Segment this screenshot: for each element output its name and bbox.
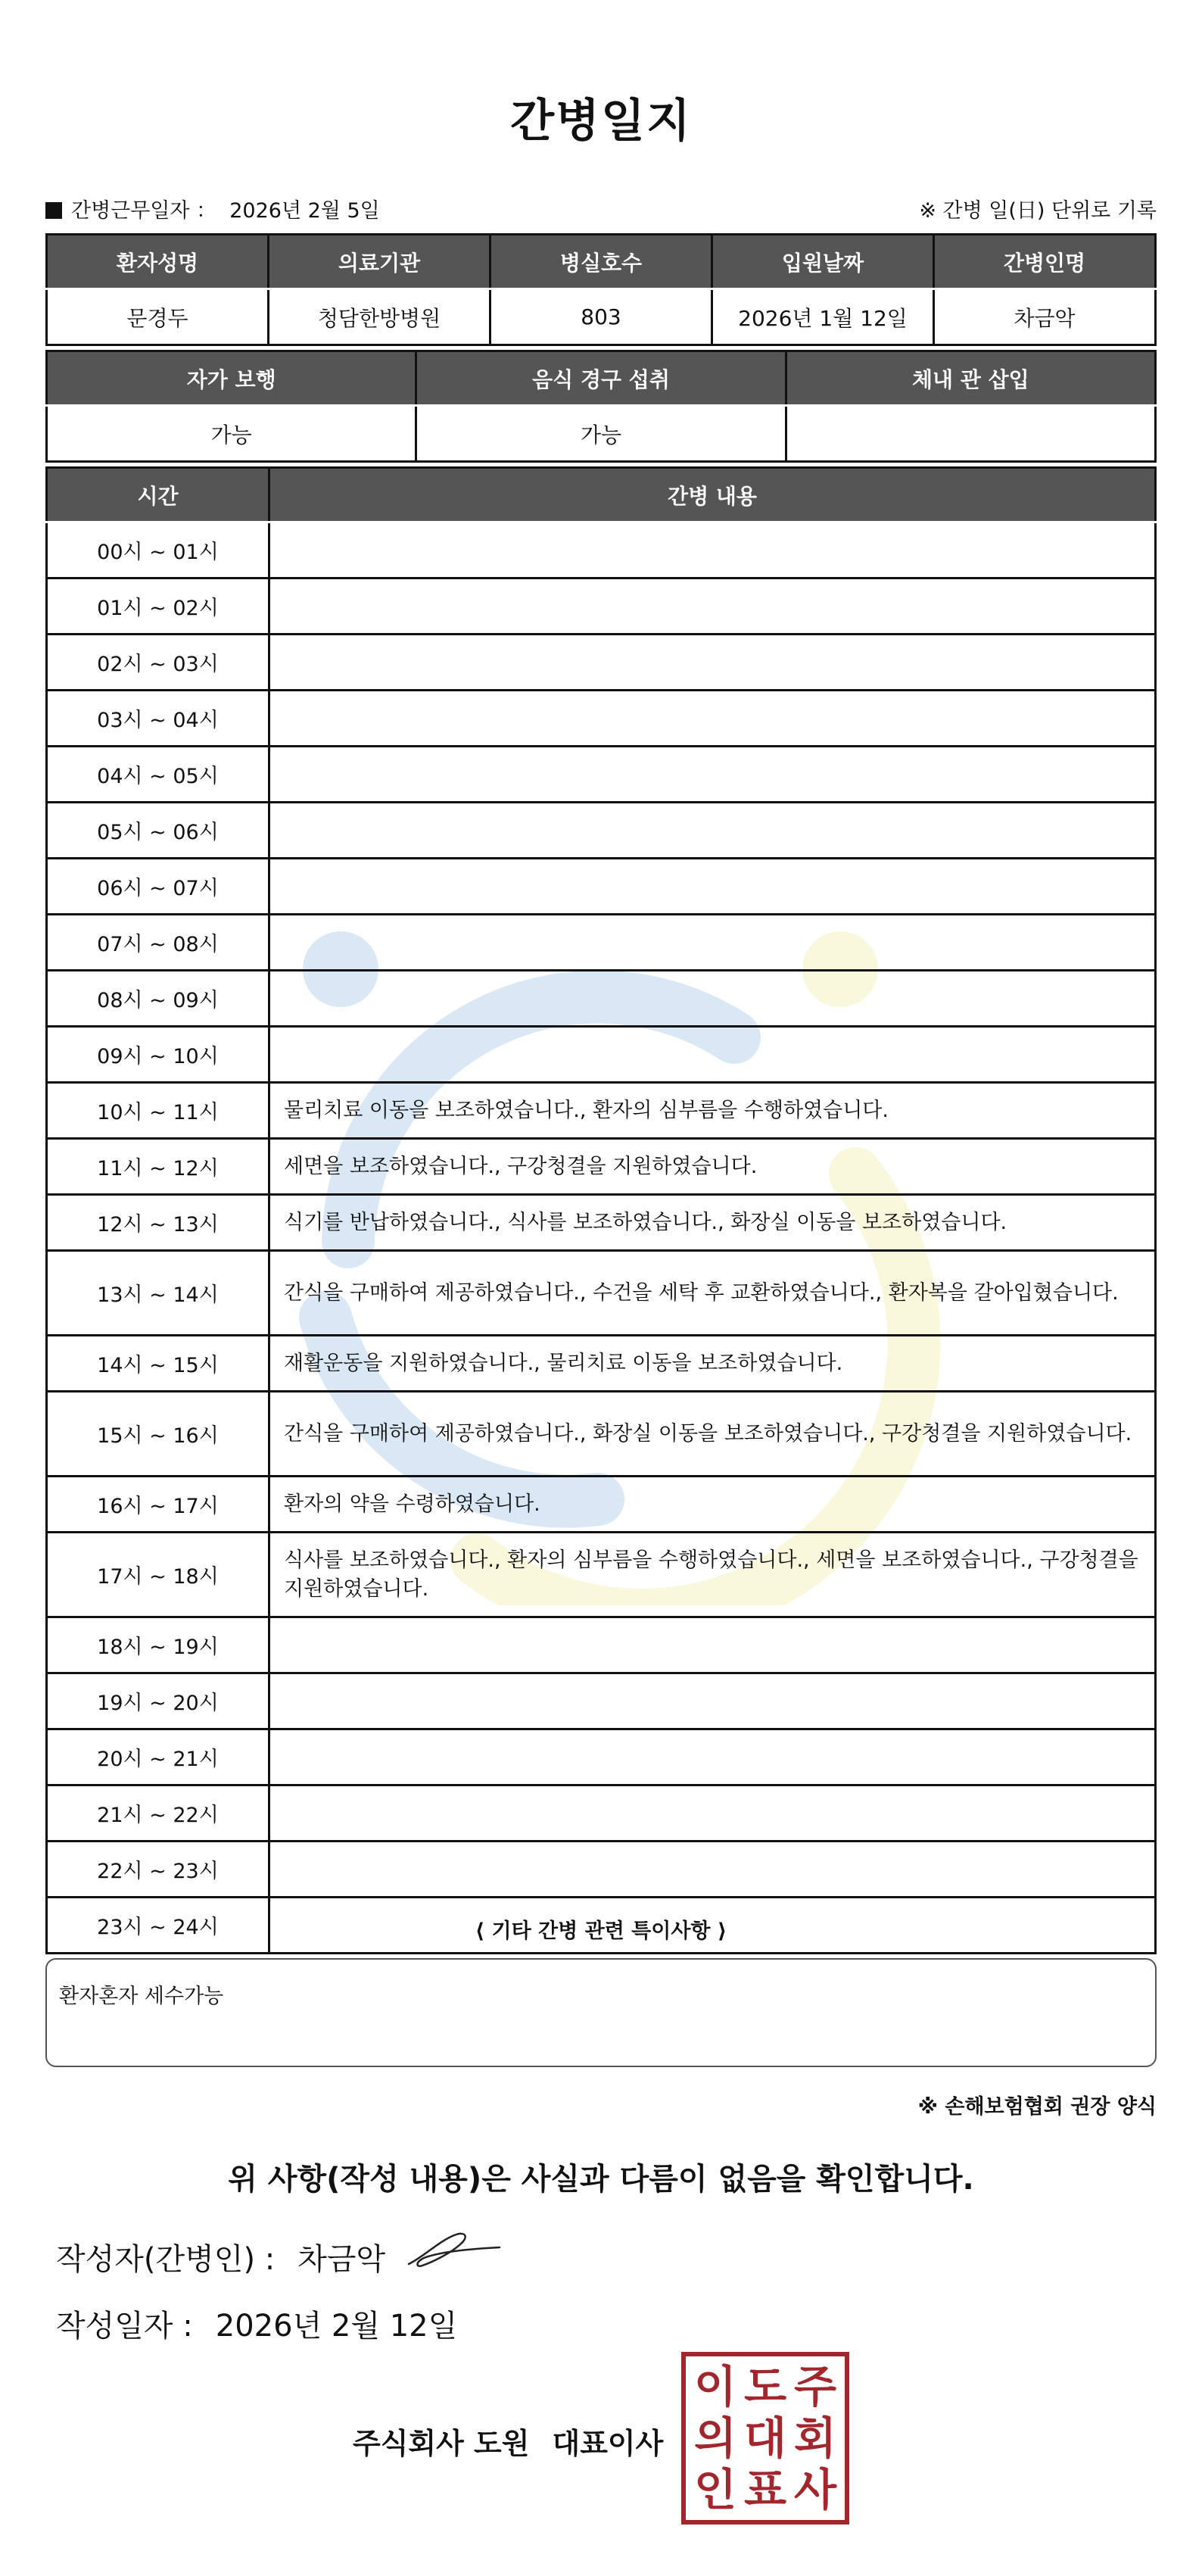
care-content xyxy=(269,635,1156,691)
care-log-table xyxy=(45,466,1157,1954)
table-row xyxy=(47,522,1156,579)
confirm-statement: 위 사항(작성 내용)은 사실과 다름이 없음을 확인합니다. xyxy=(228,2162,974,2197)
care-content: 세면을 보조하였습니다., 구강청결을 지원하였습니다. xyxy=(269,1139,1156,1195)
work-date-value: 2026년 2월 5일 xyxy=(229,199,380,223)
care-content: 식기를 반납하였습니다., 식사를 보조하였습니다., 화장실 이동을 보조하였습니다. xyxy=(269,1195,1156,1251)
care-content xyxy=(269,747,1156,803)
work-date-label: 간병근무일자 ： xyxy=(71,199,217,223)
time-slot: 19시 ~ 20시 xyxy=(47,1673,269,1729)
writer-label: 작성자(간병인) : xyxy=(56,2242,276,2277)
caregiver-name: 차금악 xyxy=(934,289,1156,345)
table-row xyxy=(47,1785,1156,1842)
room-number: 803 xyxy=(490,289,712,345)
time-slot: 22시 ~ 23시 xyxy=(47,1842,269,1898)
company-name: 주식회사 도원 xyxy=(353,2427,530,2460)
patient-name: 문경두 xyxy=(47,289,269,345)
recommend-note: ※ 손해보험협회 권장 양식 xyxy=(917,2095,1157,2119)
table-row xyxy=(47,971,1156,1027)
time-slot: 06시 ~ 07시 xyxy=(47,859,269,915)
table-row xyxy=(47,1027,1156,1083)
ability-header: 음식 경구 섭취 xyxy=(416,351,786,406)
time-slot: 21시 ~ 22시 xyxy=(47,1785,269,1842)
seal-character: 표 xyxy=(743,2464,787,2515)
patient-header: 의료기관 xyxy=(269,235,490,289)
table-row xyxy=(47,803,1156,859)
patient-header: 입원날짜 xyxy=(712,235,934,289)
time-slot: 08시 ~ 09시 xyxy=(47,971,269,1027)
representative-title: 대표이사 xyxy=(552,2427,664,2460)
time-slot: 01시 ~ 02시 xyxy=(47,579,269,635)
care-content xyxy=(269,1617,1156,1673)
time-slot: 11시 ~ 12시 xyxy=(47,1139,269,1195)
care-content: 식사를 보조하였습니다., 환자의 심부름을 수행하였습니다., 세면을 보조하였습니다., 구강청결을 지원하였습니다. xyxy=(269,1533,1156,1617)
signature-image xyxy=(394,2226,507,2279)
care-content xyxy=(269,1785,1156,1842)
self-walking-value: 가능 xyxy=(47,406,416,462)
table-row xyxy=(47,1336,1156,1392)
seal-character: 대 xyxy=(743,2412,787,2464)
time-header: 시간 xyxy=(47,468,269,522)
work-date xyxy=(45,194,380,223)
time-slot: 04시 ~ 05시 xyxy=(47,747,269,803)
date-label: 작성일자 : xyxy=(56,2309,193,2344)
date-value: 2026년 2월 12일 xyxy=(215,2309,458,2344)
table-row xyxy=(47,1477,1156,1533)
time-slot: 02시 ~ 03시 xyxy=(47,635,269,691)
table-row xyxy=(47,1392,1156,1477)
admission-date: 2026년 1월 12일 xyxy=(712,289,934,345)
care-content: 재활운동을 지원하였습니다., 물리치료 이동을 보조하였습니다. xyxy=(269,1336,1156,1392)
seal-character: 주 xyxy=(793,2361,837,2412)
care-content: 물리치료 이동을 보조하였습니다., 환자의 심부름을 수행하였습니다. xyxy=(269,1083,1156,1139)
care-content xyxy=(269,522,1156,579)
seal-character: 인 xyxy=(693,2464,737,2515)
tube-insertion-value xyxy=(786,406,1155,462)
time-slot: 00시 ~ 01시 xyxy=(47,522,269,579)
time-slot: 15시 ~ 16시 xyxy=(47,1392,269,1477)
time-slot: 17시 ~ 18시 xyxy=(47,1533,269,1617)
table-row xyxy=(47,1617,1156,1673)
care-content xyxy=(269,1729,1156,1785)
care-content xyxy=(269,579,1156,635)
time-slot: 13시 ~ 14시 xyxy=(47,1251,269,1336)
care-log-body xyxy=(47,522,1156,1954)
ability-table xyxy=(45,350,1157,463)
table-row xyxy=(47,1139,1156,1195)
table-row xyxy=(47,859,1156,915)
care-content xyxy=(269,915,1156,971)
record-note: ※ 간병 일(日) 단위로 기록 xyxy=(919,199,1157,223)
seal-character: 사 xyxy=(793,2464,837,2515)
notes-title: ⟨ 기타 간병 관련 특이사항 ⟩ xyxy=(475,1920,727,1943)
seal-character: 이 xyxy=(693,2361,737,2412)
patient-info-table xyxy=(45,233,1157,346)
time-slot: 18시 ~ 19시 xyxy=(47,1617,269,1673)
table-row xyxy=(47,1251,1156,1336)
table-row xyxy=(47,1673,1156,1729)
page-title: 간병일지 xyxy=(510,95,692,148)
time-slot: 09시 ~ 10시 xyxy=(47,1027,269,1083)
care-content: 간식을 구매하여 제공하였습니다., 화장실 이동을 보조하였습니다., 구강청결을 지원하였습니다. xyxy=(269,1392,1156,1477)
patient-header: 환자성명 xyxy=(47,235,269,289)
time-slot: 10시 ~ 11시 xyxy=(47,1083,269,1139)
care-content xyxy=(269,803,1156,859)
table-row xyxy=(47,915,1156,971)
time-slot: 05시 ~ 06시 xyxy=(47,803,269,859)
care-content: 간식을 구매하여 제공하였습니다., 수건을 세탁 후 교환하였습니다., 환자복을 갈아입혔습니다. xyxy=(269,1251,1156,1336)
care-content xyxy=(269,1842,1156,1898)
content-header: 간병 내용 xyxy=(269,468,1156,522)
company-seal xyxy=(681,2352,849,2525)
care-content xyxy=(269,691,1156,747)
care-content: 환자의 약을 수령하였습니다. xyxy=(269,1477,1156,1533)
patient-header: 병실호수 xyxy=(490,235,712,289)
table-row xyxy=(47,1729,1156,1785)
seal-character: 도 xyxy=(743,2361,787,2412)
writer-line xyxy=(56,2235,385,2278)
writer-name: 차금악 xyxy=(297,2242,386,2277)
time-slot: 03시 ~ 04시 xyxy=(47,691,269,747)
table-row xyxy=(47,691,1156,747)
seal-character: 회 xyxy=(793,2412,837,2464)
table-row xyxy=(47,1195,1156,1251)
care-content xyxy=(269,1027,1156,1083)
company-line xyxy=(353,2420,663,2462)
care-content xyxy=(269,971,1156,1027)
time-slot: 23시 ~ 24시 xyxy=(47,1898,269,1954)
time-slot: 07시 ~ 08시 xyxy=(47,915,269,971)
patient-header: 간병인명 xyxy=(934,235,1156,289)
ability-header: 체내 관 삽입 xyxy=(786,351,1155,406)
time-slot: 20시 ~ 21시 xyxy=(47,1729,269,1785)
hospital-name: 청담한방병원 xyxy=(269,289,490,345)
seal-character: 의 xyxy=(693,2412,737,2464)
ability-header: 자가 보행 xyxy=(47,351,416,406)
time-slot: 12시 ~ 13시 xyxy=(47,1195,269,1251)
special-notes-text: 환자혼자 세수가능 xyxy=(59,1985,224,2008)
table-row xyxy=(47,747,1156,803)
care-content xyxy=(269,859,1156,915)
table-row xyxy=(47,635,1156,691)
written-date-line xyxy=(56,2302,457,2345)
time-slot: 14시 ~ 15시 xyxy=(47,1336,269,1392)
time-slot: 16시 ~ 17시 xyxy=(47,1477,269,1533)
special-notes-box xyxy=(45,1958,1157,2067)
square-bullet-icon xyxy=(45,202,62,219)
oral-intake-value: 가능 xyxy=(416,406,786,462)
table-row xyxy=(47,579,1156,635)
table-row xyxy=(47,1533,1156,1617)
care-content xyxy=(269,1673,1156,1729)
table-row xyxy=(47,1083,1156,1139)
table-row xyxy=(47,1842,1156,1898)
